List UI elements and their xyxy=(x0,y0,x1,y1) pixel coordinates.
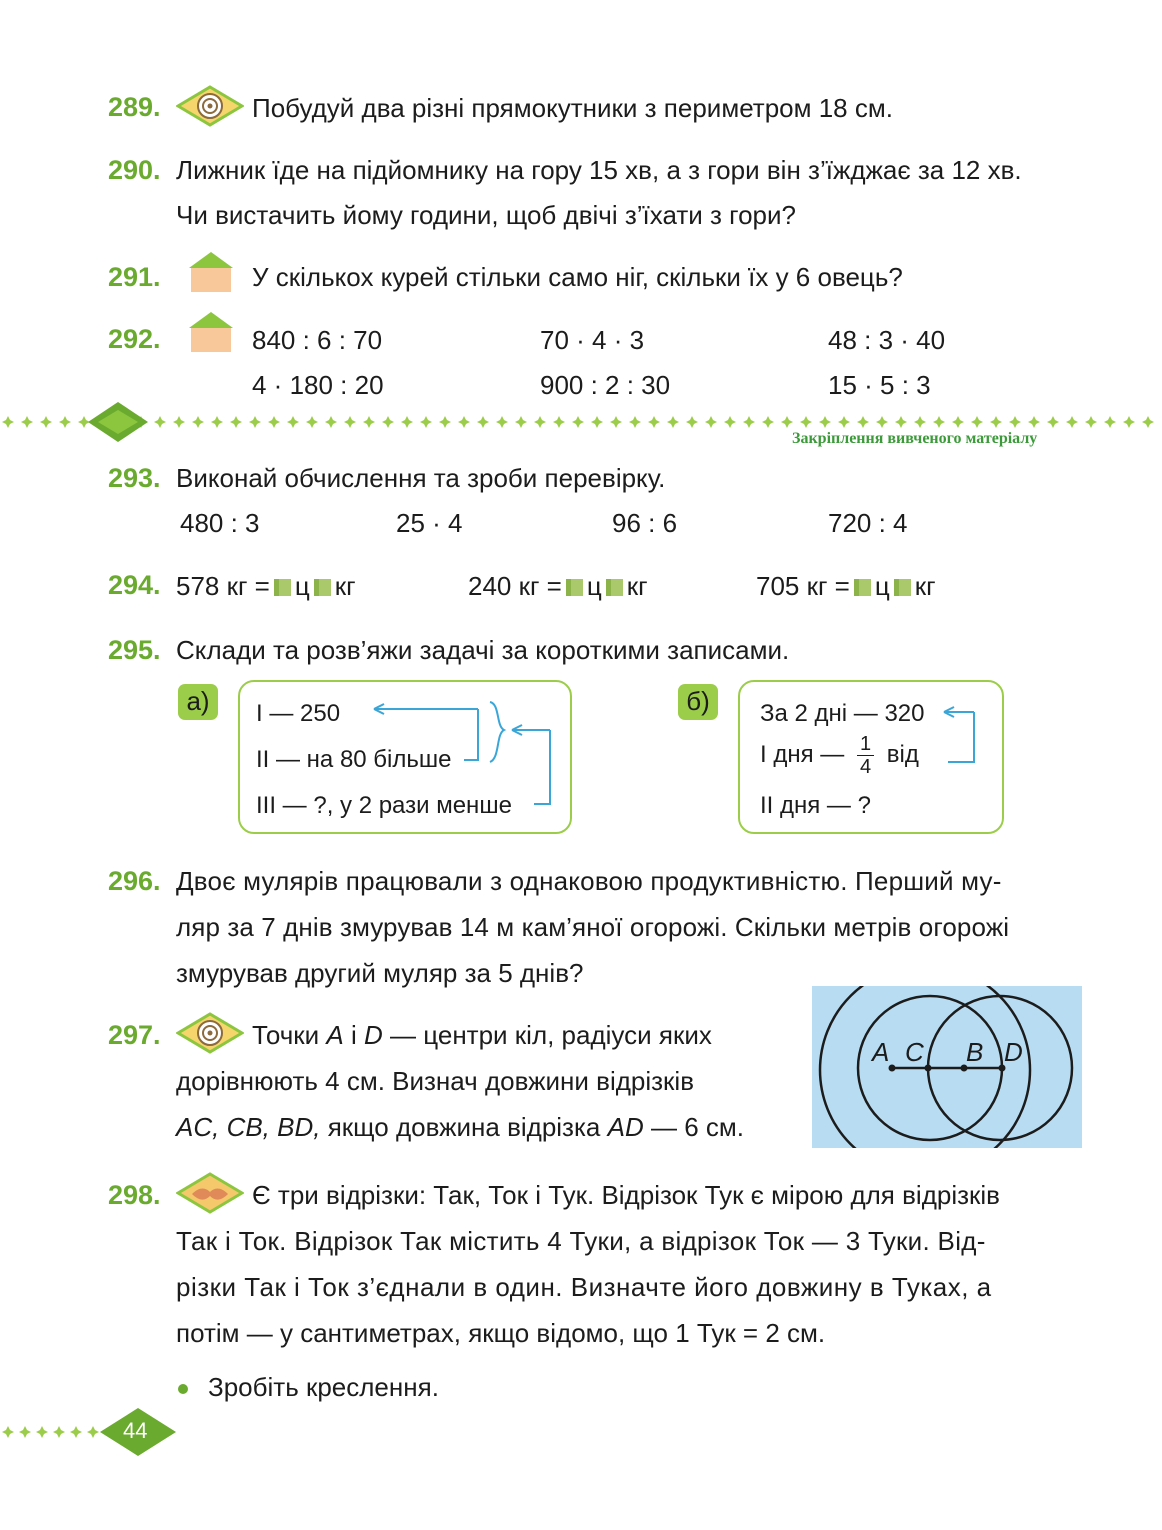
expression: 4 · 180 : 20 xyxy=(252,370,384,400)
star-ornament xyxy=(876,416,888,428)
star-ornament xyxy=(401,416,413,428)
star-ornament xyxy=(173,416,185,428)
star-ornament xyxy=(762,416,774,428)
star-ornament xyxy=(990,416,1002,428)
exercise-text: Точки A і D — центри кіл, радіуси яких xyxy=(252,1020,712,1050)
star-ornament xyxy=(1123,416,1135,428)
star-ornament xyxy=(895,416,907,428)
star-ornament xyxy=(515,416,527,428)
expression: 96 : 6 xyxy=(612,508,678,538)
star-ornament xyxy=(686,416,698,428)
star-ornament xyxy=(819,416,831,428)
bullet-text: Зробіть креслення. xyxy=(208,1372,439,1402)
expression: 15 · 5 : 3 xyxy=(828,370,931,400)
point-label-b: B xyxy=(966,1037,984,1067)
record-line: І — 250 xyxy=(256,700,341,727)
star-ornament xyxy=(800,416,812,428)
star-ornament xyxy=(857,416,869,428)
star-ornament xyxy=(952,416,964,428)
point-label-d: D xyxy=(1004,1037,1023,1067)
exercise-number: 292. xyxy=(108,324,161,354)
mass-kg: 240 кг = xyxy=(468,571,562,601)
exercise-text: потім — у сантиметрах, якщо відомо, що 1 Тук = 2 см. xyxy=(176,1318,826,1348)
exercise-number: 290. xyxy=(108,155,161,185)
star-ornament xyxy=(1142,416,1154,428)
star-ornament xyxy=(667,416,679,428)
sub-label: а) xyxy=(178,684,218,720)
exercise-text: Двоє мулярів працювали з однаковою продуктивністю. Перший му- xyxy=(176,866,1002,896)
conversion-item: 578 кг = ц кг xyxy=(176,571,356,601)
exercise-text: різки Так і Ток з’єднали в один. Визначте його довжину в Туках, а xyxy=(176,1272,992,1302)
exercise-text: Є три відрізки: Так, Ток і Тук. Відрізок Тук є мірою для відрізків xyxy=(252,1180,1000,1210)
star-ornament xyxy=(2,416,14,428)
star-ornament xyxy=(1085,416,1097,428)
exercise-number: 294. xyxy=(108,570,161,600)
star-ornament xyxy=(458,416,470,428)
target-diamond-icon xyxy=(176,85,244,127)
exercise-number: 289. xyxy=(108,92,161,122)
conversion-item: 240 кг = ц кг xyxy=(468,571,648,601)
exercise-number: 293. xyxy=(108,463,161,493)
blank-square xyxy=(314,579,331,596)
page-number: 44 xyxy=(123,1418,148,1443)
record-line: ІІІ — ?, у 2 рази менше xyxy=(256,792,512,819)
record-line: ІІ — на 80 більше xyxy=(256,746,452,773)
exercise-text: Виконай обчислення та зроби перевірку. xyxy=(176,463,666,493)
star-ornament xyxy=(629,416,641,428)
exercise-text: змурував другий муляр за 5 днів? xyxy=(176,958,584,988)
exercise-text: Лижник їде на підйомнику на гору 15 хв, а з гори він з’їжджає за 12 хв. xyxy=(176,155,1022,185)
star-ornament xyxy=(591,416,603,428)
star-ornament xyxy=(420,416,432,428)
arrows-b xyxy=(930,700,990,780)
exercise-number: 298. xyxy=(108,1180,161,1210)
exercise-text: Побудуй два різні прямокутники з периметром 18 см. xyxy=(252,93,893,123)
star-ornament xyxy=(553,416,565,428)
star-ornament xyxy=(743,416,755,428)
expression: 48 : 3 · 40 xyxy=(828,325,946,355)
star-ornament xyxy=(1104,416,1116,428)
exercise-text: Чи вистачить йому години, щоб двічі з’їхати з гори? xyxy=(176,200,796,230)
fraction: $\frac{1}{4}$ xyxy=(857,733,874,778)
house-icon xyxy=(183,310,239,354)
star-ornament xyxy=(230,416,242,428)
star-ornament xyxy=(192,416,204,428)
blank-square xyxy=(566,579,583,596)
star-ornament xyxy=(496,416,508,428)
exercise-number: 297. xyxy=(108,1020,161,1050)
star-ornament xyxy=(87,1426,99,1438)
star-ornament xyxy=(838,416,850,428)
record-line: За 2 дні — 320 xyxy=(760,700,925,727)
star-ornament xyxy=(382,416,394,428)
star-ornament xyxy=(705,416,717,428)
section-title: Закріплення вивченого матеріалу xyxy=(792,430,1038,447)
star-ornament xyxy=(287,416,299,428)
record-line: ІІ дня — ? xyxy=(760,792,871,819)
star-ornament xyxy=(53,1426,65,1438)
star-ornament xyxy=(477,416,489,428)
point-label-c: C xyxy=(905,1037,924,1067)
star-ornament xyxy=(610,416,622,428)
star-ornament xyxy=(439,416,451,428)
exercise-number: 295. xyxy=(108,635,161,665)
star-ornament xyxy=(249,416,261,428)
handshake-diamond-icon xyxy=(176,1172,244,1214)
exercise-text: У скількох курей стільки само ніг, скільки їх у 6 овець? xyxy=(252,262,903,292)
decorative-star-footer xyxy=(0,1408,200,1458)
star-ornament xyxy=(363,416,375,428)
star-ornament xyxy=(2,1426,14,1438)
star-ornament xyxy=(268,416,280,428)
star-ornament xyxy=(19,1426,31,1438)
sub-label: б) xyxy=(678,684,718,720)
target-diamond-icon xyxy=(176,1012,244,1054)
expression: 480 : 3 xyxy=(180,508,260,538)
expression: 25 · 4 xyxy=(396,508,463,538)
star-ornament xyxy=(914,416,926,428)
star-ornament xyxy=(154,416,166,428)
star-ornament xyxy=(344,416,356,428)
star-ornament xyxy=(781,416,793,428)
expression: 840 : 6 : 70 xyxy=(252,325,383,355)
star-ornament xyxy=(1066,416,1078,428)
star-ornament xyxy=(971,416,983,428)
star-ornament xyxy=(1047,416,1059,428)
mass-kg: 578 кг = xyxy=(176,571,270,601)
exercise-number: 296. xyxy=(108,866,161,896)
star-ornament xyxy=(572,416,584,428)
star-ornament xyxy=(1009,416,1021,428)
star-ornament xyxy=(59,416,71,428)
expression: 720 : 4 xyxy=(828,508,908,538)
conversion-item: 705 кг = ц кг xyxy=(756,571,936,601)
star-ornament xyxy=(211,416,223,428)
expression: 70 · 4 · 3 xyxy=(540,325,645,355)
star-ornament xyxy=(306,416,318,428)
exercise-text: ляр за 7 днів змурував 14 м кам’яної огорожі. Скільки метрів огорожі xyxy=(176,912,1010,942)
star-ornament xyxy=(325,416,337,428)
star-ornament xyxy=(40,416,52,428)
expression: 900 : 2 : 30 xyxy=(540,370,671,400)
blank-square xyxy=(894,579,911,596)
circles-diagram xyxy=(812,986,1082,1148)
exercise-text: дорівнюють 4 см. Визнач довжини відрізків xyxy=(176,1066,695,1096)
mass-kg: 705 кг = xyxy=(756,571,850,601)
house-icon xyxy=(183,250,239,294)
star-ornament xyxy=(933,416,945,428)
star-ornament xyxy=(36,1426,48,1438)
bullet-dot xyxy=(178,1384,188,1394)
record-line-fraction: І дня — $\frac{1}{4}$ від xyxy=(760,733,919,778)
blank-square xyxy=(606,579,623,596)
star-ornament xyxy=(648,416,660,428)
star-ornament xyxy=(70,1426,82,1438)
exercise-text: AC, CB, BD, якщо довжина відрізка AD — 6 см. xyxy=(176,1112,744,1142)
star-ornament xyxy=(1028,416,1040,428)
star-ornament xyxy=(724,416,736,428)
blank-square xyxy=(854,579,871,596)
arrows-a xyxy=(350,696,560,816)
blank-square xyxy=(274,579,291,596)
star-ornament xyxy=(21,416,33,428)
exercise-number: 291. xyxy=(108,262,161,292)
star-ornament xyxy=(534,416,546,428)
exercise-text: Так і Ток. Відрізок Так містить 4 Туки, а відрізок Ток — 3 Туки. Від- xyxy=(176,1226,986,1256)
exercise-text: Склади та розв’яжи задачі за короткими записами. xyxy=(176,635,790,665)
point-label-a: A xyxy=(872,1037,890,1067)
